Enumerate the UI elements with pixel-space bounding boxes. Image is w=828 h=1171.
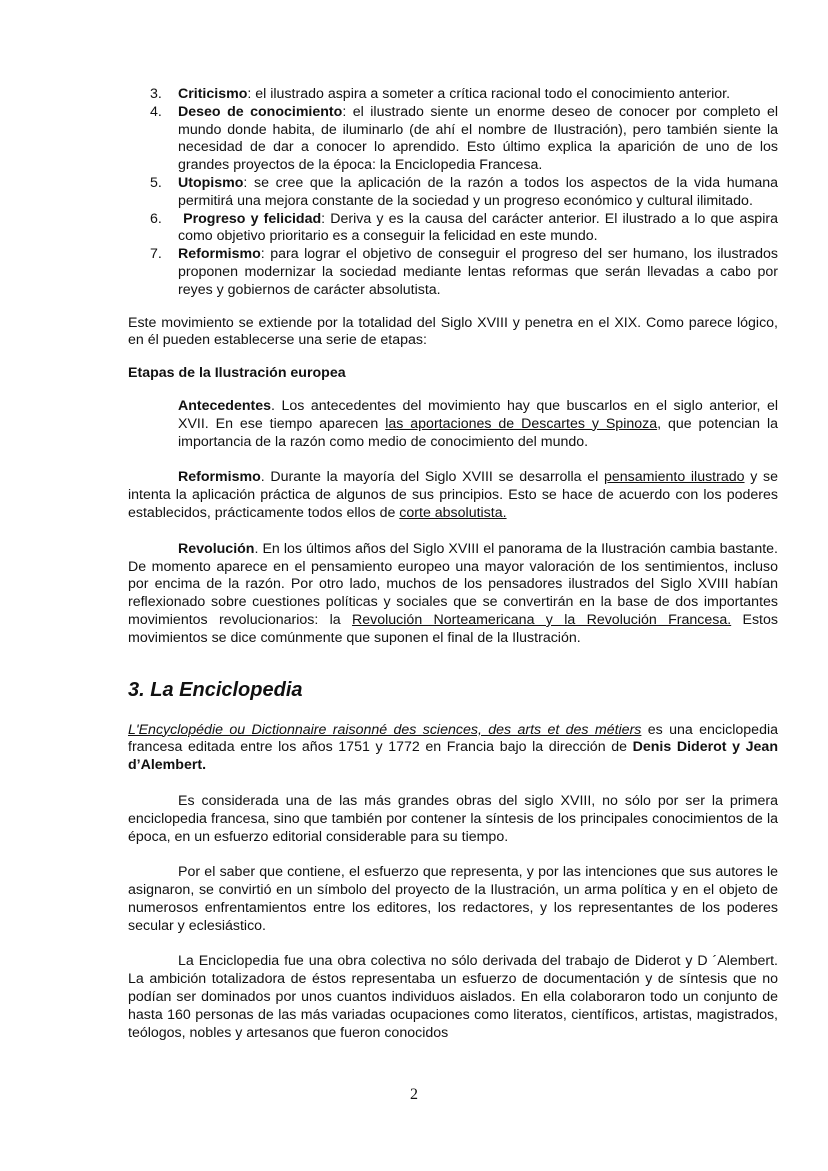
list-number: 7.	[150, 246, 162, 263]
corte-absolutista-link[interactable]: corte absolutista.	[399, 504, 507, 521]
list-item	[128, 246, 778, 299]
list-term: Reformismo	[178, 246, 261, 263]
list-term: Utopismo	[178, 174, 244, 191]
list-number: 3.	[150, 86, 162, 102]
list-item	[128, 175, 778, 211]
paragraph-text: , que potencian la importancia de la razón como medio de conocimiento del mundo.	[178, 415, 779, 450]
enciclopedia-paragraph-1	[128, 722, 778, 775]
intro-paragraph: Este movimiento se extiende por la totalidad del Siglo XVIII y penetra en el XIX. Como parece lógico, en él pueden establecerse una serie de etapas:	[128, 314, 778, 349]
document-page	[128, 86, 778, 1042]
list-term: Criticismo	[178, 86, 248, 102]
reformismo-term: Reformismo	[178, 469, 261, 486]
revolucion-paragraph	[128, 541, 778, 648]
authors-bold: Denis Diderot y Jean d’Alembert.	[128, 739, 778, 774]
list-item	[128, 86, 778, 104]
list-text: : Deriva y es la causa del carácter anterior. El ilustrado a lo que aspira como objetivo prioritario es a conseguir la felicidad en este mundo.	[178, 210, 778, 245]
revolucion-term: Revolución	[178, 540, 255, 557]
section-title: 3. La Enciclopedia	[128, 678, 303, 701]
list-term: Deseo de conocimiento	[178, 103, 343, 120]
enciclopedia-paragraph-2: Es considerada una de las más grandes obras del siglo XVIII, no sólo por ser la primera enciclopedia francesa, sino que también por contener la síntesis de los principales conocimientos de la época, en un esfuerzo editorial considerable para su tiempo.	[128, 792, 778, 845]
list-item	[128, 104, 778, 175]
enciclopedia-paragraph-3: Por el saber que contiene, el esfuerzo que representa, y por las intenciones que sus autores le asignaron, se convirtió en un símbolo del proyecto de la Ilustración, un arma política y en el objeto de numerosos enfrentamientos entre los editores, los redactores, y los representantes de los poderes secular y eclesiástico.	[128, 864, 778, 934]
revoluciones-link[interactable]: Revolución Norteamericana y la Revolución Francesa.	[352, 611, 732, 628]
list-term: Progreso y felicidad	[183, 210, 322, 227]
paragraph-text: es una enciclopedia francesa editada entre los años 1751 y 1772 en Francia bajo la dirección de	[128, 721, 778, 756]
list-item	[128, 211, 778, 247]
etapas-heading: Etapas de la Ilustración europea	[128, 365, 346, 382]
list-number: 5.	[150, 174, 162, 191]
paragraph-text: . En los últimos años del Siglo XVIII el panorama de la Ilustración cambia bastante. De momento aparece en el pensamiento europeo una mayor valoración de los sentimientos, incluso por encima de la razón. Por otro lado, muchos de los pensadores ilustrados del Siglo XVIII habían reflexionado sobre cuestiones políticas y sociales que se convertirán en la base de dos importantes movimientos revolucionarios: la	[128, 540, 778, 628]
encyclopedie-link[interactable]: L'Encyclopédie ou Dictionnaire raisonné des sciences, des arts et des métiers	[128, 721, 642, 738]
enciclopedia-paragraph-4: La Enciclopedia fue una obra colectiva no sólo derivada del trabajo de Diderot y D ´Alembert. La ambición totalizadora de éstos representaba un esfuerzo de documentación y de síntesis que no podían ser dominados por unos cuantos individuos aislados. En ella colaboraron todo un conjunto de hasta 160 personas de las más variadas ocupaciones como literatos, científicos, artistas, magistrados, teólogos, nobles y artesanos que fueron conocidos	[128, 953, 778, 1041]
paragraph-text: Estos movimientos se dice comúnmente que suponen el final de la Ilustración.	[128, 611, 778, 646]
antecedentes-paragraph	[128, 398, 778, 451]
paragraph-text: . Durante la mayoría del Siglo XVIII se desarrolla el	[260, 469, 604, 486]
list-text: : el ilustrado aspira a someter a crítica racional todo el conocimiento anterior.	[247, 86, 731, 102]
list-text: : se cree que la aplicación de la razón a todos los aspectos de la vida humana permitirá una mejora constante de la sociedad y un progreso económico y cultural ilimitado.	[178, 174, 778, 209]
list-number: 6.	[150, 210, 162, 227]
paragraph-text: . Los antecedentes del movimiento hay que buscarlos en el siglo anterior, el XVII. En ese tiempo aparecen	[178, 397, 778, 432]
reformismo-paragraph	[128, 469, 778, 522]
list-text: : para lograr el objetivo de conseguir el progreso del ser humano, los ilustrados proponen modernizar la sociedad mediante lentas reformas que serán llevadas a cabo por reyes y gobiernos de carácter absolutista.	[178, 246, 778, 298]
page-number: 2	[410, 1086, 418, 1103]
descartes-spinoza-link[interactable]: las aportaciones de Descartes y Spinoza	[385, 415, 658, 432]
paragraph-text: y se intenta la aplicación práctica de algunos de sus principios. Esto se hace de acuerdo con los poderes establecidos, prácticamente todos ellos de	[128, 469, 778, 521]
antecedentes-term: Antecedentes	[178, 397, 272, 414]
characteristics-list	[128, 86, 778, 300]
list-number: 4.	[150, 103, 162, 120]
list-text: : el ilustrado siente un enorme deseo de conocer por completo el mundo donde habita, de iluminarlo (de ahí el nombre de Ilustración), pero también siente la necesidad de dar a conocer lo aprendido. Esto último explica la aparición de uno de los grandes proyectos de la época: la Enciclopedia Francesa.	[178, 103, 778, 174]
pensamiento-ilustrado-link[interactable]: pensamiento ilustrado	[603, 469, 745, 486]
